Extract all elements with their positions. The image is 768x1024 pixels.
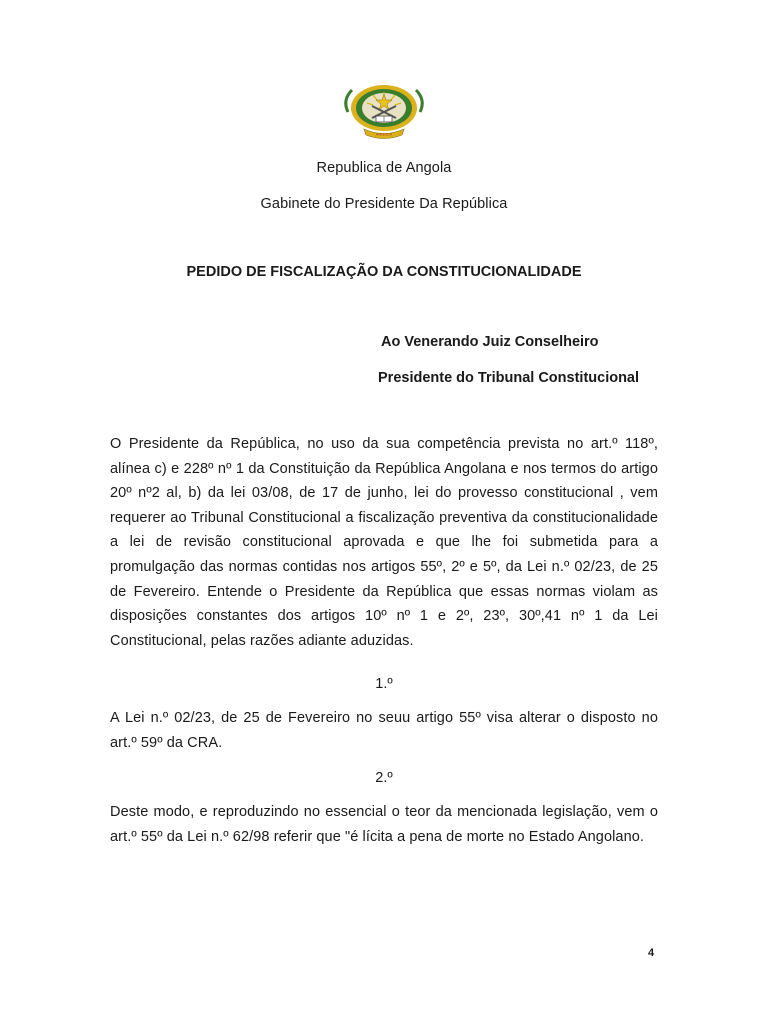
paragraph-article-2: Deste modo, e reproduzindo no essencial o teor da mencionada legislação, vem o art.º 55º da Lei n.º 62/98 referir que "é lícita a pena de morte no Estado Angolano.: [110, 804, 658, 845]
page-number: 4: [648, 947, 655, 959]
angola-coat-of-arms-icon: [340, 82, 428, 140]
country-name: Republica de Angola: [316, 160, 452, 176]
article-1-label: 1.º: [375, 676, 393, 692]
office-name: Gabinete do Presidente Da República: [260, 196, 508, 212]
document-title: PEDIDO DE FISCALIZAÇÃO DA CONSTITUCIONALIDADE: [186, 264, 582, 280]
paragraph-article-1: A Lei n.º 02/23, de 25 de Fevereiro no seuu artigo 55º visa alterar o disposto no art.º 59º da CRA.: [110, 710, 658, 751]
svg-text:ANGOLA: ANGOLA: [375, 131, 393, 137]
addressee-line-2: Presidente do Tribunal Constitucional: [378, 370, 640, 386]
addressee-line-1: Ao Venerando Juiz Conselheiro: [381, 334, 599, 350]
paragraph-intro: O Presidente da República, no uso da sua competência prevista no art.º 118º, alínea c) e 228º nº 1 da Constituição da República Angolana e nos termos do artigo 20º nº2 al, b) da lei 03/08, de 17 de junho, lei do provesso constitucional , vem requerer ao Tribunal Constitucional a fiscalização preventiva da constitucionalidade a lei de revisão constitucional aprovada e que lhe foi submetida para a promulgação das normas contidas nos artigos 55º, 2º e 5º, da Lei n.º 02/23, de 25 de Fevereiro. Entende o Presidente da República que essas normas violam as disposições constantes dos artigos 10º nº 1 e 2º, 23º, 30º,41 nº 1 da Lei Constitucional, pelas razões adiante aduzidas.: [110, 436, 658, 649]
article-2-label: 2.º: [375, 770, 393, 786]
